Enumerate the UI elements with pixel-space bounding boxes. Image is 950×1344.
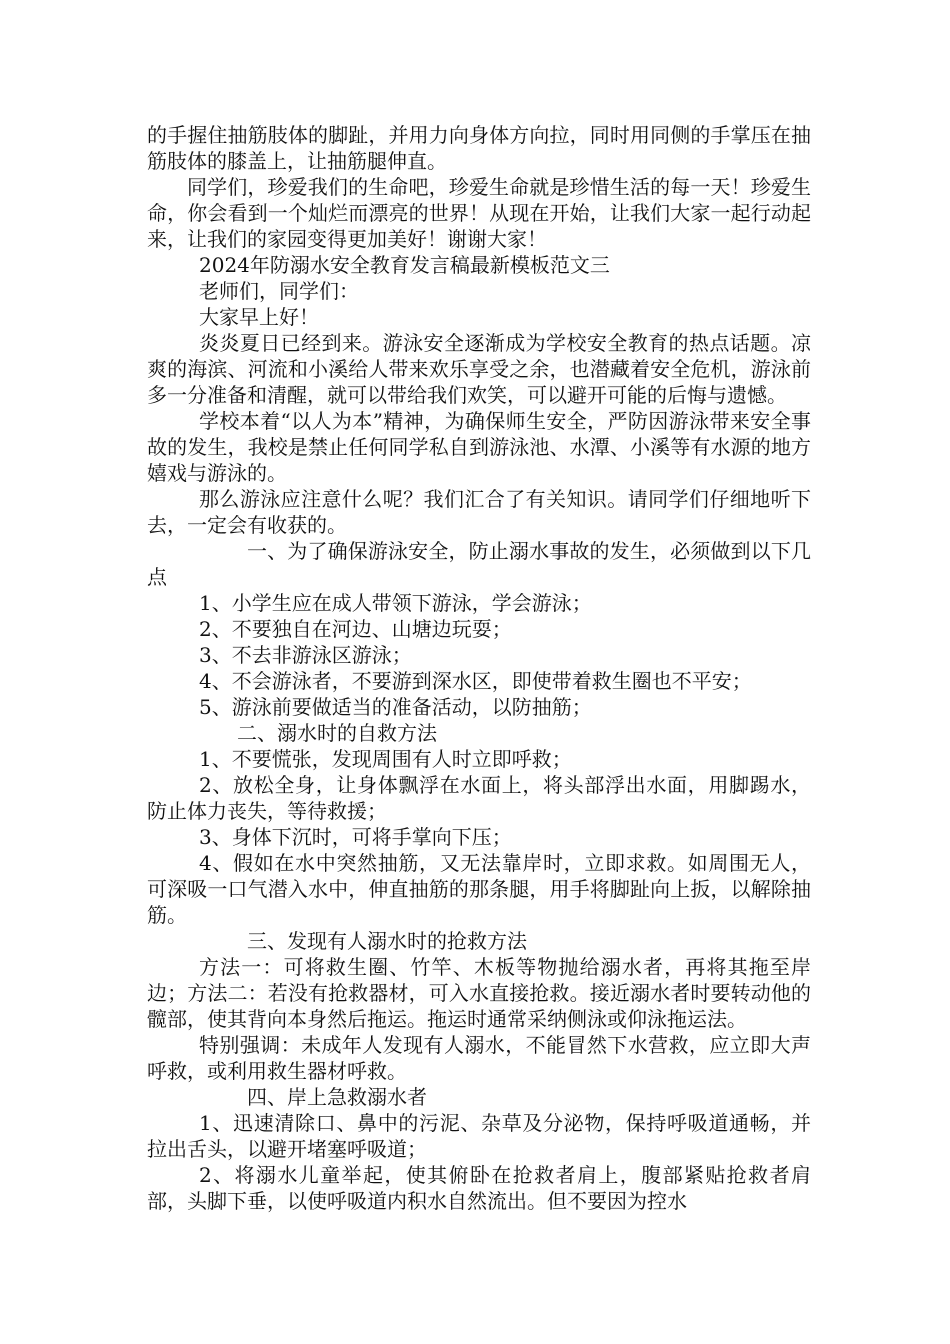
paragraph: 炎炎夏日已经到来。游泳安全逐渐成为学校安全教育的热点话题。凉爽的海滨、河流和小溪给人带来欢乐享受之余，也潜藏着安全危机，游泳前多一分准备和清醒，就可以带给我们欢笑，可以避开可能的后悔与遗憾。 — [147, 331, 811, 407]
paragraph: 学校本着“以人为本”精神，为确保师生安全，严防因游泳带来安全事故的发生，我校是禁止任何同学私自到游泳池、水潭、小溪等有水源的地方嬉戏与游泳的。 — [147, 409, 811, 485]
list-item: 1、迅速清除口、鼻中的污泥、杂草及分泌物，保持呼吸道通畅，并拉出舌头，以避开堵塞呼吸道； — [147, 1111, 811, 1161]
section-heading: 三、发现有人溺水时的抢救方法 — [247, 929, 527, 953]
paragraph: 同学们，珍爱我们的生命吧，珍爱生命就是珍惜生活的每一天！珍爱生命，你会看到一个灿烂而漂亮的世界！从现在开始，让我们大家一起行动起来，让我们的家园变得更加美好！谢谢大家！ — [147, 175, 811, 251]
list-item: 2、将溺水儿童举起，使其俯卧在抢救者肩上，腹部紧贴抢救者肩部，头脚下垂，以使呼吸道内积水自然流出。但不要因为控水 — [147, 1163, 811, 1213]
list-item: 4、不会游泳者，不要游到深水区，即使带着救生圈也不平安； — [199, 669, 752, 693]
paragraph: 的手握住抽筋肢体的脚趾，并用力向身体方向拉，同时用同侧的手掌压在抽筋肢体的膝盖上，让抽筋腿伸直。 — [147, 123, 811, 173]
list-item: 2、放松全身，让身体飘浮在水面上，将头部浮出水面，用脚踢水，防止体力丧失，等待救援； — [147, 773, 811, 823]
list-item: 1、不要慌张，发现周围有人时立即呼救； — [199, 747, 572, 771]
list-item: 3、不去非游泳区游泳； — [199, 643, 412, 667]
section-title: 2024年防溺水安全教育发言稿最新模板范文三 — [199, 253, 610, 277]
greeting: 大家早上好！ — [199, 305, 319, 329]
document-body — [147, 122, 811, 1214]
list-item: 5、游泳前要做适当的准备活动，以防抽筋； — [199, 695, 592, 719]
list-item: 3、身体下沉时，可将手掌向下压； — [199, 825, 512, 849]
paragraph: 方法一：可将救生圈、竹竿、木板等物抛给溺水者，再将其拖至岸边；方法二：若没有抢救器材，可入水直接抢救。接近溺水者时要转动他的髋部，使其背向本身然后拖运。拖运时通常采纳侧泳或仰泳拖运法。 — [147, 955, 811, 1031]
section-heading: 一、为了确保游泳安全，防止溺水事故的发生，必须做到以下几点 — [147, 539, 811, 589]
paragraph: 特别强调：未成年人发现有人溺水，不能冒然下水营救，应立即大声呼救，或利用救生器材呼救。 — [147, 1033, 811, 1083]
salutation: 老师们，同学们： — [199, 279, 359, 303]
paragraph: 那么游泳应注意什么呢？我们汇合了有关知识。请同学们仔细地听下去，一定会有收获的。 — [147, 487, 811, 537]
list-item: 4、假如在水中突然抽筋，又无法靠岸时，立即求救。如周围无人，可深吸一口气潜入水中，伸直抽筋的那条腿，用手将脚趾向上扳，以解除抽筋。 — [147, 851, 811, 927]
list-item: 2、不要独自在河边、山塘边玩耍； — [199, 617, 512, 641]
section-heading: 四、岸上急救溺水者 — [247, 1085, 427, 1109]
section-heading: 二、溺水时的自救方法 — [237, 721, 437, 745]
list-item: 1、小学生应在成人带领下游泳，学会游泳； — [199, 591, 592, 615]
